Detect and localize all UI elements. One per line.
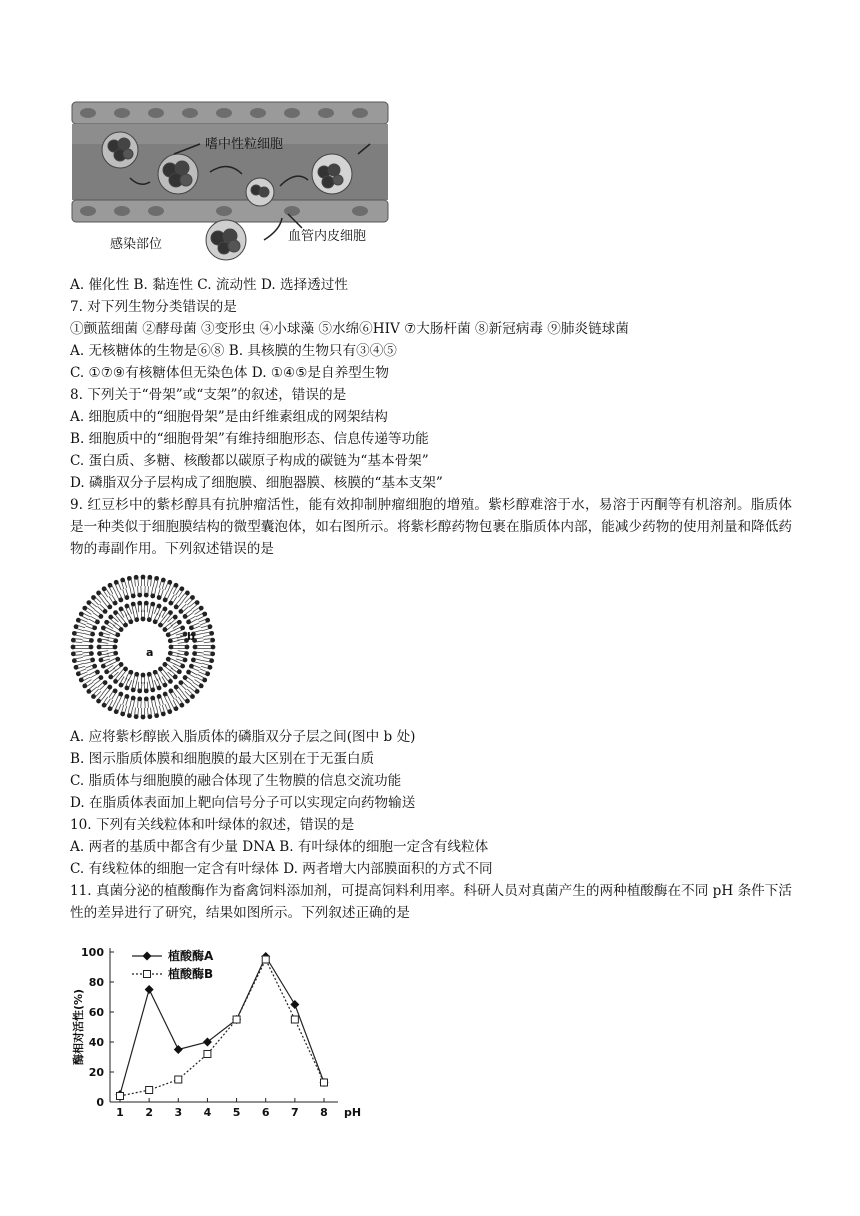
phospholipid-inner-inner-leaflet xyxy=(126,613,134,624)
phospholipid-inner-inner-leaflet xyxy=(147,611,153,623)
phospholipid-outer-inner-leaflet xyxy=(137,696,142,707)
q7-stem: 7. 对下列生物分类错误的是 xyxy=(70,299,237,315)
phospholipid-outer-inner-leaflet xyxy=(82,651,94,656)
phospholipid-outer-inner-leaflet xyxy=(174,599,183,609)
x-axis-label: pH xyxy=(344,1106,362,1119)
series-b-point xyxy=(146,1087,153,1094)
series-b-point xyxy=(321,1079,328,1086)
phospholipid-inner-inner-leaflet xyxy=(106,645,117,650)
phospholipid-outer xyxy=(203,657,215,663)
legend-label: 植酸酶A xyxy=(168,949,214,963)
phospholipid-inner-inner-leaflet xyxy=(166,657,177,665)
phospholipid-outer-inner-leaflet xyxy=(163,692,171,703)
phospholipid-inner-inner-leaflet xyxy=(109,630,120,638)
phospholipid-outer xyxy=(141,575,146,586)
phospholipid-outer xyxy=(76,618,87,625)
label-endothelial: 血管内皮细胞 xyxy=(288,229,367,244)
phospholipid-outer-inner-leaflet xyxy=(186,616,197,624)
phospholipid-inner-inner-leaflet xyxy=(147,672,153,684)
phospholipid-outer xyxy=(74,663,85,670)
phospholipid-outer xyxy=(204,645,215,650)
liposome-label-b: b xyxy=(187,630,195,643)
phospholipid-outer-inner-leaflet xyxy=(84,630,96,636)
phospholipid-inner-inner-leaflet xyxy=(119,617,128,627)
x-tick-label: 5 xyxy=(232,1106,241,1119)
series-b-point xyxy=(204,1051,211,1058)
phospholipid-outer xyxy=(159,578,166,589)
phospholipid-outer-inner-leaflet xyxy=(179,680,189,690)
q7-options-ab: A. 无核糖体的生物是⑥⑧ B. 具核膜的生物只有③④⑤ xyxy=(70,343,397,359)
phospholipid-outer-inner-leaflet xyxy=(123,588,130,599)
phospholipid-inner-inner-leaflet xyxy=(153,613,161,624)
phospholipid-outer-inner-leaflet xyxy=(168,595,177,606)
phospholipid-inner xyxy=(149,681,155,693)
series-b-point xyxy=(117,1093,124,1100)
enzyme-activity-chart xyxy=(68,938,368,1120)
series-b-point xyxy=(175,1076,182,1083)
series-b-point xyxy=(291,1016,298,1023)
phospholipid-inner-inner-leaflet xyxy=(153,670,161,681)
phospholipid-outer-inner-leaflet xyxy=(84,658,96,664)
q10-stem: 10. 下列有关线粒体和叶绿体的叙述，错误的是 xyxy=(70,817,355,833)
phospholipid-outer xyxy=(134,708,139,720)
phospholipid-inner-inner-leaflet xyxy=(126,670,134,681)
series-b-point xyxy=(262,956,269,963)
q10-options-cd: C. 有线粒体的细胞一定含有叶绿体 D. 两者增大内部膜面积的方式不同 xyxy=(70,861,493,877)
phospholipid-outer-inner-leaflet xyxy=(82,638,94,643)
phospholipid-outer xyxy=(72,657,84,663)
q6-options: A. 催化性 B. 黏连性 C. 流动性 D. 选择透过性 xyxy=(70,277,348,293)
phospholipid-outer xyxy=(120,578,127,589)
phospholipid-inner xyxy=(131,681,137,693)
phospholipid-outer-inner-leaflet xyxy=(103,685,112,695)
phospholipid-outer-inner-leaflet xyxy=(109,689,118,700)
legend-marker xyxy=(144,971,151,978)
x-tick-label: 3 xyxy=(174,1106,183,1119)
phospholipid-outer xyxy=(114,580,121,591)
q9-option-c: C. 脂质体与细胞膜的融合体现了生物膜的信息交流功能 xyxy=(70,773,402,789)
phospholipid-inner-inner-leaflet xyxy=(141,673,146,684)
phospholipid-inner-inner-leaflet xyxy=(141,610,146,621)
phospholipid-outer-inner-leaflet xyxy=(174,685,183,695)
phospholipid-outer-inner-leaflet xyxy=(86,623,97,630)
phospholipid-outer-inner-leaflet xyxy=(130,587,136,599)
phospholipid-outer-inner-leaflet xyxy=(82,645,93,650)
y-tick-label: 20 xyxy=(88,1066,104,1079)
phospholipid-inner xyxy=(131,602,137,614)
y-tick-label: 40 xyxy=(88,1036,104,1049)
phospholipid-outer xyxy=(165,580,172,591)
phospholipid-outer xyxy=(165,703,172,714)
q8-option-c: C. 蛋白质、多糖、核酸都以碳原子构成的碳链为“基本骨架” xyxy=(70,453,429,469)
phospholipid-outer-inner-leaflet xyxy=(183,675,194,684)
phospholipid-outer-inner-leaflet xyxy=(97,604,107,614)
q11-stem: 11. 真菌分泌的植酸酶作为畜禽饲料添加剂，可提高饲料利用率。科研人员对真菌产生的两种植酸酶在不同 pH 条件下活性的差异进行了研究，结果如图所示。下列叙述正确的是 xyxy=(70,883,792,921)
phospholipid-outer-inner-leaflet xyxy=(144,586,149,597)
q10-options-ab: A. 两者的基质中都含有少量 DNA B. 有叶绿体的细胞一定含有线粒体 xyxy=(70,839,489,855)
phospholipid-outer-inner-leaflet xyxy=(144,696,149,707)
y-axis-label: 酶相对活性(%) xyxy=(72,988,85,1066)
x-tick-label: 6 xyxy=(261,1106,270,1119)
phospholipid-outer xyxy=(199,669,210,676)
phospholipid-inner-inner-leaflet xyxy=(166,630,177,638)
legend-label: 植酸酶B xyxy=(168,967,214,981)
q7-options-cd: C. ①⑦⑨有核糖体但无染色体 D. ①④⑤是自养型生物 xyxy=(70,365,389,381)
phospholipid-outer-inner-leaflet xyxy=(157,694,164,705)
phospholipid-outer-inner-leaflet xyxy=(93,610,104,619)
y-tick-label: 60 xyxy=(88,1006,104,1019)
phospholipid-outer-inner-leaflet xyxy=(168,689,177,700)
series-b-point xyxy=(233,1016,240,1023)
phospholipid-outer-inner-leaflet xyxy=(163,591,171,602)
phospholipid-inner-inner-leaflet xyxy=(119,666,128,676)
phospholipid-outer xyxy=(147,708,152,720)
phospholipid-outer xyxy=(72,631,84,637)
phospholipid-outer xyxy=(74,624,85,631)
phospholipid-inner-inner-leaflet xyxy=(109,657,120,665)
q8-stem: 8. 下列关于“骨架”或“支架”的叙述，错误的是 xyxy=(70,387,347,403)
phospholipid-outer xyxy=(204,651,216,656)
phospholipid-outer xyxy=(141,708,146,719)
phospholipid-outer xyxy=(120,705,127,716)
liposome-label-a: a xyxy=(146,646,154,659)
label-infection-site: 感染部位 xyxy=(110,237,163,252)
phospholipid-inner-inner-leaflet xyxy=(133,611,139,623)
phospholipid-outer xyxy=(134,575,139,587)
q9-stem: 9. 红豆杉中的紫杉醇具有抗肿瘤活性，能有效抑制肿瘤细胞的增殖。紫杉醇难溶于水，易溶于丙酮等有机溶剂。脂质体是一种类似于细胞膜结构的微型囊泡体，如右图所示。将紫杉醇药物包裹在脂质体内部，能减少药物的使用剂量和降低药物的毒副作用。下列叙述错误的是 xyxy=(70,497,792,557)
phospholipid-outer-inner-leaflet xyxy=(89,670,100,678)
phospholipid-outer-inner-leaflet xyxy=(130,696,136,708)
phospholipid-outer-inner-leaflet xyxy=(97,680,107,690)
phospholipid-inner-inner-leaflet xyxy=(169,645,180,650)
phospholipid-outer xyxy=(153,707,159,719)
phospholipid-outer xyxy=(204,638,216,643)
phospholipid-outer xyxy=(127,576,133,588)
phospholipid-outer xyxy=(159,705,166,716)
phospholipid-inner-inner-leaflet xyxy=(113,623,123,632)
q7-items: ①颤蓝细菌 ②酵母菌 ③变形虫 ④小球藻 ⑤水绵⑥HIV ⑦大肠杆菌 ⑧新冠病毒 ⑨肺炎链球菌 xyxy=(70,321,629,337)
phospholipid-outer xyxy=(76,669,87,676)
phospholipid-inner-inner-leaflet xyxy=(113,662,123,671)
phospholipid-outer xyxy=(201,624,212,631)
phospholipid-inner-inner-leaflet xyxy=(158,666,167,676)
x-tick-label: 4 xyxy=(203,1106,212,1119)
x-tick-label: 2 xyxy=(145,1106,153,1119)
phospholipid-outer xyxy=(203,631,215,637)
q9-option-a: A. 应将紫杉醇嵌入脂质体的磷脂双分子层之间(图中 b 处) xyxy=(70,729,416,745)
y-tick-label: 80 xyxy=(88,976,104,989)
q8-option-b: B. 细胞质中的“细胞骨架”有维持细胞形态、信息传递等功能 xyxy=(70,431,429,447)
phospholipid-outer-inner-leaflet xyxy=(86,664,97,671)
y-tick-label: 0 xyxy=(96,1096,104,1109)
phospholipid-outer xyxy=(199,618,210,625)
phospholipid-outer-inner-leaflet xyxy=(183,610,194,619)
x-tick-label: 8 xyxy=(320,1106,328,1119)
phospholipid-outer xyxy=(153,576,159,588)
x-tick-label: 7 xyxy=(291,1106,299,1119)
phospholipid-outer-inner-leaflet xyxy=(116,692,124,703)
phospholipid-inner-inner-leaflet xyxy=(158,617,167,627)
neutrophil-migration-figure xyxy=(70,100,390,270)
liposome-figure xyxy=(68,572,218,722)
phospholipid-outer xyxy=(71,651,83,656)
phospholipid-outer-inner-leaflet xyxy=(150,696,156,708)
q9-option-b: B. 图示脂质体膜和细胞膜的最大区别在于无蛋白质 xyxy=(70,751,375,767)
phospholipid-outer-inner-leaflet xyxy=(123,694,130,705)
x-tick-label: 1 xyxy=(116,1106,124,1119)
phospholipid-outer-inner-leaflet xyxy=(189,664,200,671)
phospholipid-outer-inner-leaflet xyxy=(179,604,189,614)
phospholipid-outer-inner-leaflet xyxy=(93,675,104,684)
phospholipid-outer xyxy=(201,663,212,670)
phospholipid-inner-inner-leaflet xyxy=(162,623,172,632)
phospholipid-outer-inner-leaflet xyxy=(137,586,142,597)
phospholipid-outer-inner-leaflet xyxy=(116,591,124,602)
q8-option-a: A. 细胞质中的“细胞骨架”是由纤维素组成的网架结构 xyxy=(70,409,388,425)
q8-option-d: D. 磷脂双分子层构成了细胞膜、细胞器膜、核膜的“基本支架” xyxy=(70,475,443,491)
phospholipid-outer-inner-leaflet xyxy=(186,670,197,678)
phospholipid-inner-inner-leaflet xyxy=(133,672,139,684)
phospholipid-outer-inner-leaflet xyxy=(193,645,204,650)
phospholipid-outer xyxy=(71,645,82,650)
q9-option-d: D. 在脂质体表面加上靶向信号分子可以实现定向药物输送 xyxy=(70,795,416,811)
phospholipid-outer xyxy=(71,638,83,643)
phospholipid-inner xyxy=(149,602,155,614)
phospholipid-outer-inner-leaflet xyxy=(192,651,204,656)
phospholipid-outer-inner-leaflet xyxy=(89,616,100,624)
phospholipid-outer xyxy=(114,703,121,714)
phospholipid-outer xyxy=(127,707,133,719)
phospholipid-outer-inner-leaflet xyxy=(191,658,203,664)
phospholipid-inner-inner-leaflet xyxy=(162,662,172,671)
phospholipid-outer-inner-leaflet xyxy=(150,587,156,599)
phospholipid-outer-inner-leaflet xyxy=(157,588,164,599)
label-neutrophil: 嗜中性粒细胞 xyxy=(205,137,284,152)
y-tick-label: 100 xyxy=(81,946,104,959)
phospholipid-outer-inner-leaflet xyxy=(103,599,112,609)
phospholipid-outer xyxy=(147,575,152,587)
phospholipid-outer-inner-leaflet xyxy=(109,595,118,606)
